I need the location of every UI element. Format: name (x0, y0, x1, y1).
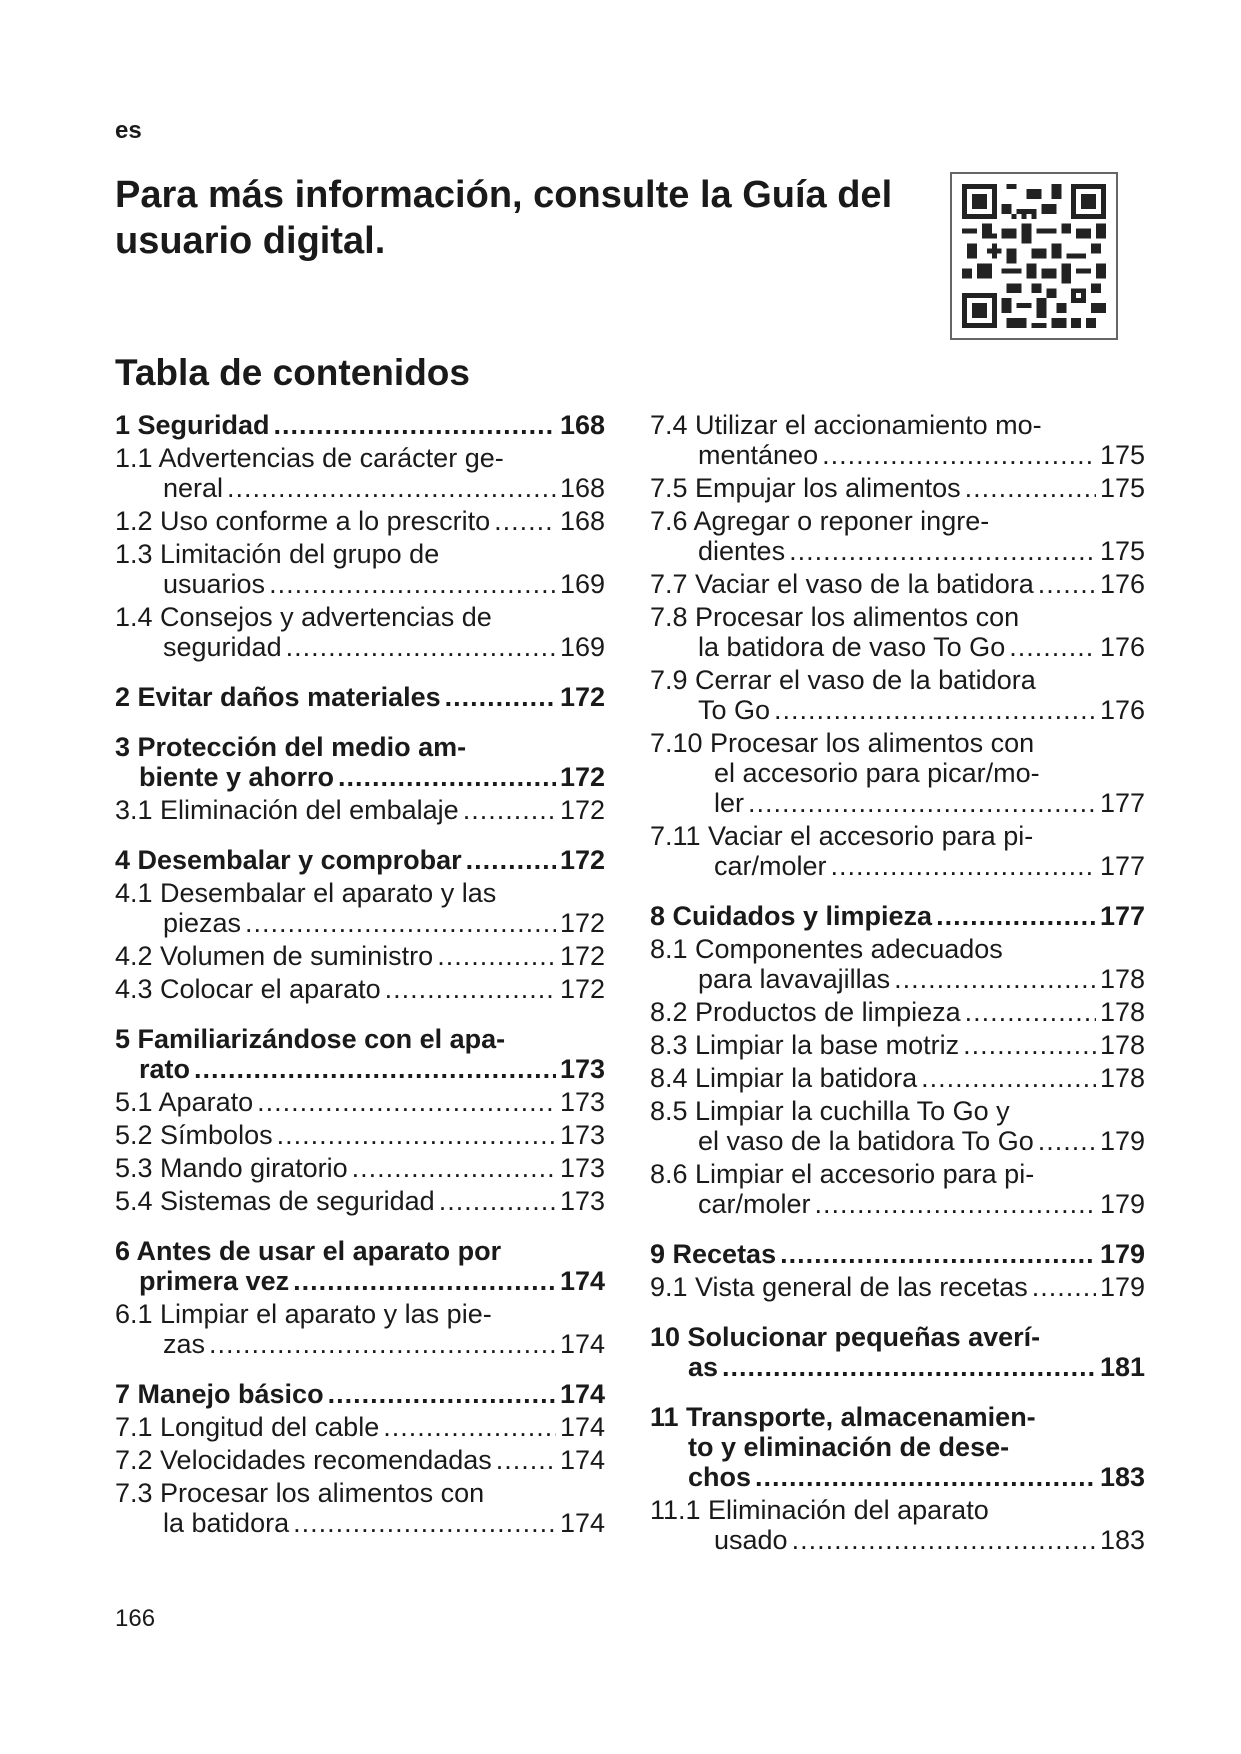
toc-entry-text: 7.4 Utilizar el accionamiento mo- (650, 410, 1042, 440)
toc-leader-dots (780, 1239, 1096, 1269)
page-number: 166 (115, 1605, 156, 1632)
toc-section-entry[interactable] (650, 1322, 1145, 1382)
toc-entry-text: 7.1 Longitud del cable (115, 1412, 380, 1442)
toc-page-number: 169 (559, 632, 605, 662)
toc-entry-text: 8.1 Componentes adecuados (650, 934, 1003, 964)
toc-leader-dots (792, 1525, 1096, 1555)
toc-entry-text: dientes (698, 536, 786, 566)
toc-section-entry[interactable] (115, 845, 605, 875)
toc-entry-text: 4.3 Colocar el aparato (115, 974, 381, 1004)
page-heading: Para más información, consulte la Guía del usuario digital. (115, 174, 893, 262)
toc-leader-dots (194, 1054, 556, 1084)
toc-subsection-entry[interactable] (650, 602, 1145, 662)
toc-subsection-entry[interactable] (650, 1030, 1145, 1060)
toc-subsection-entry[interactable] (115, 1120, 605, 1150)
toc-leader-dots (1009, 632, 1096, 662)
toc-page-number: 172 (559, 845, 605, 875)
toc-entry-text: 7.6 Agregar o reponer ingre- (650, 506, 990, 536)
qr-code (950, 172, 1118, 340)
toc-entry-text: piezas (163, 908, 242, 938)
toc-subsection-entry[interactable] (115, 878, 605, 938)
toc-entry-text: 3.1 Eliminación del embalaje (115, 795, 459, 825)
toc-section-entry[interactable] (115, 732, 605, 792)
toc-page-number: 175 (1099, 440, 1145, 470)
toc-leader-dots (385, 974, 556, 1004)
toc-page-number: 174 (559, 1508, 605, 1538)
toc-entry-text: rato (139, 1054, 191, 1084)
toc-entry-text: seguridad (163, 632, 282, 662)
toc-leader-dots (439, 1186, 556, 1216)
toc-subsection-entry[interactable] (650, 665, 1145, 725)
toc-page-number: 174 (559, 1412, 605, 1442)
toc-leader-dots (293, 1266, 556, 1296)
toc-subsection-entry[interactable] (115, 974, 605, 1004)
toc-leader-dots (831, 851, 1096, 881)
toc-page-number: 183 (1099, 1462, 1145, 1492)
toc-entry-text: To Go (698, 695, 771, 725)
toc-entry-text: 2 Evitar daños materiales (115, 682, 441, 712)
toc-page-number: 172 (559, 941, 605, 971)
toc-entry-text: 4.2 Volumen de suministro (115, 941, 434, 971)
toc-page-number: 183 (1099, 1525, 1145, 1555)
toc-entry-text: car/moler (698, 1189, 811, 1219)
toc-entry-text: usado (714, 1525, 788, 1555)
toc-page-number: 178 (1099, 997, 1145, 1027)
toc-entry-text: 1.4 Consejos y advertencias de (115, 602, 492, 632)
toc-leader-dots (328, 1379, 556, 1409)
toc-entry-text: 8 Cuidados y limpieza (650, 901, 933, 931)
toc-entry-text: el accesorio para picar/mo- (714, 758, 1040, 788)
toc-subsection-entry[interactable] (115, 443, 605, 503)
toc-entry-text: 6 Antes de usar el aparato por (115, 1236, 502, 1266)
toc-leader-dots (748, 788, 1096, 818)
qr-code-icon (962, 184, 1106, 328)
toc-subsection-entry[interactable] (115, 539, 605, 599)
toc-subsection-entry[interactable] (115, 1153, 605, 1183)
toc-leader-dots (965, 473, 1096, 503)
toc-page-number: 174 (559, 1379, 605, 1409)
toc-entry-text: la batidora de vaso To Go (698, 632, 1006, 662)
toc-leader-dots (293, 1508, 556, 1538)
toc-subsection-entry[interactable] (650, 1495, 1145, 1555)
toc-section-entry[interactable] (115, 1379, 605, 1409)
toc-page-number: 172 (559, 974, 605, 1004)
toc-page-number: 178 (1099, 1063, 1145, 1093)
toc-entry-text: para lavavajillas (698, 964, 891, 994)
toc-page-number: 174 (559, 1445, 605, 1475)
toc-subsection-entry[interactable] (650, 728, 1145, 818)
toc-page-number: 172 (559, 682, 605, 712)
toc-entry-text: to y eliminación de dese- (688, 1432, 1010, 1462)
toc-page-number: 173 (559, 1153, 605, 1183)
toc-entry-text: car/moler (714, 851, 827, 881)
toc-section-entry[interactable] (115, 410, 605, 440)
toc-entry-text: 4.1 Desembalar el aparato y las (115, 878, 497, 908)
toc-entry-text: 5 Familiarizándose con el apa- (115, 1024, 506, 1054)
toc-subsection-entry[interactable] (650, 997, 1145, 1027)
toc-entry-text: 7.8 Procesar los alimentos con (650, 602, 1020, 632)
toc-leader-dots (338, 762, 556, 792)
toc-entry-text: 7.5 Empujar los alimentos (650, 473, 961, 503)
toc-entry-text: ler (714, 788, 745, 818)
toc-entry-text: 4 Desembalar y comprobar (115, 845, 462, 875)
toc-page-number: 176 (1099, 569, 1145, 599)
toc-leader-dots (383, 1412, 556, 1442)
toc-subsection-entry[interactable] (115, 941, 605, 971)
toc-section-entry[interactable] (115, 682, 605, 712)
toc-page-number: 175 (1099, 536, 1145, 566)
toc-page-number: 169 (559, 569, 605, 599)
toc-entry-text: la batidora (163, 1508, 290, 1538)
toc-entry-text: 1 Seguridad (115, 410, 270, 440)
toc-leader-dots (963, 1030, 1096, 1060)
toc-entry-text: 1.1 Advertencias de carácter ge- (115, 443, 504, 473)
toc-leader-dots (209, 1329, 556, 1359)
toc-leader-dots (822, 440, 1096, 470)
toc-subsection-entry[interactable] (650, 569, 1145, 599)
toc-leader-dots (1038, 569, 1096, 599)
toc-entry-text: el vaso de la batidora To Go (698, 1126, 1034, 1156)
toc-right-column (650, 410, 1145, 1558)
toc-entry-text: 8.3 Limpiar la base motriz (650, 1030, 960, 1060)
toc-page-number: 176 (1099, 695, 1145, 725)
toc-subsection-entry[interactable] (650, 506, 1145, 566)
toc-page-number: 177 (1099, 901, 1145, 931)
toc-entry-text: 5.2 Símbolos (115, 1120, 273, 1150)
toc-page-number: 181 (1099, 1352, 1145, 1382)
toc-subsection-entry[interactable] (650, 1159, 1145, 1219)
toc-page-number: 168 (559, 506, 605, 536)
toc-page-number: 179 (1099, 1126, 1145, 1156)
toc-entry-text: 7.7 Vaciar el vaso de la batidora (650, 569, 1034, 599)
toc-leader-dots (286, 632, 556, 662)
toc-page-number: 174 (559, 1266, 605, 1296)
toc-page-number: 177 (1099, 851, 1145, 881)
toc-entry-text: 9.1 Vista general de las recetas (650, 1272, 1028, 1302)
toc-subsection-entry[interactable] (115, 506, 605, 536)
toc-page-number: 178 (1099, 1030, 1145, 1060)
toc-leader-dots (445, 682, 556, 712)
toc-page-number: 173 (559, 1054, 605, 1084)
toc-section-entry[interactable] (650, 1402, 1145, 1492)
toc-page-number: 176 (1099, 632, 1145, 662)
toc-leader-dots (227, 473, 556, 503)
toc-entry-text: 1.2 Uso conforme a lo prescrito (115, 506, 491, 536)
toc-entry-text: primera vez (139, 1266, 290, 1296)
toc-entry-text: zas (163, 1329, 206, 1359)
toc-leader-dots (496, 1445, 556, 1475)
toc-subsection-entry[interactable] (650, 1063, 1145, 1093)
toc-subsection-entry[interactable] (115, 602, 605, 662)
toc-subsection-entry[interactable] (650, 410, 1145, 470)
toc-entry-text: 6.1 Limpiar el aparato y las pie- (115, 1299, 492, 1329)
toc-leader-dots (789, 536, 1096, 566)
toc-subsection-entry[interactable] (115, 795, 605, 825)
toc-entry-text: 3 Protección del medio am- (115, 732, 467, 762)
toc-section-entry[interactable] (650, 901, 1145, 931)
toc-page-number: 174 (559, 1329, 605, 1359)
toc-entry-text: 7.10 Procesar los alimentos con (650, 728, 1035, 758)
toc-leader-dots (1038, 1126, 1096, 1156)
toc-entry-text: chos (688, 1462, 752, 1492)
toc-leader-dots (466, 845, 556, 875)
toc-entry-text: usuarios (163, 569, 266, 599)
toc-leader-dots (352, 1153, 556, 1183)
toc-page-number: 179 (1099, 1189, 1145, 1219)
language-label: es (115, 117, 142, 144)
toc-page-number: 179 (1099, 1272, 1145, 1302)
toc-leader-dots (274, 410, 556, 440)
toc-entry-text: 9 Recetas (650, 1239, 777, 1269)
toc-leader-dots (755, 1462, 1096, 1492)
toc-section-entry[interactable] (650, 1239, 1145, 1269)
toc-section-entry[interactable] (115, 1236, 605, 1296)
toc-entry-text: 7.11 Vaciar el accesorio para pi- (650, 821, 1034, 851)
toc-subsection-entry[interactable] (115, 1412, 605, 1442)
toc-leader-dots (722, 1352, 1096, 1382)
toc-entry-text: 5.3 Mando giratorio (115, 1153, 348, 1183)
toc-entry-text: 7.9 Cerrar el vaso de la batidora (650, 665, 1036, 695)
toc-entry-text: 5.1 Aparato (115, 1087, 254, 1117)
toc-subsection-entry[interactable] (115, 1299, 605, 1359)
toc-leader-dots (774, 695, 1096, 725)
toc-entry-text: 7 Manejo básico (115, 1379, 324, 1409)
toc-entry-text: 8.4 Limpiar la batidora (650, 1063, 918, 1093)
toc-page-number: 168 (559, 473, 605, 503)
toc-leader-dots (936, 901, 1096, 931)
toc-leader-dots (494, 506, 556, 536)
toc-title: Tabla de contenidos (115, 352, 470, 393)
toc-page-number: 179 (1099, 1239, 1145, 1269)
toc-leader-dots (463, 795, 556, 825)
toc-subsection-entry[interactable] (650, 934, 1145, 994)
toc-subsection-entry[interactable] (650, 821, 1145, 881)
toc-subsection-entry[interactable] (115, 1087, 605, 1117)
toc-page-number: 172 (559, 795, 605, 825)
toc-entry-text: mentáneo (698, 440, 819, 470)
toc-subsection-entry[interactable] (650, 473, 1145, 503)
toc-page-number: 172 (559, 908, 605, 938)
toc-entry-text: 11.1 Eliminación del aparato (650, 1495, 989, 1525)
toc-page-number: 173 (559, 1087, 605, 1117)
toc-leader-dots (1032, 1272, 1096, 1302)
toc-leader-dots (921, 1063, 1096, 1093)
toc-page-number: 175 (1099, 473, 1145, 503)
toc-leader-dots (245, 908, 556, 938)
toc-leader-dots (257, 1087, 556, 1117)
toc-entry-text: as (688, 1352, 719, 1382)
toc-leader-dots (894, 964, 1096, 994)
toc-entry-text: 8.5 Limpiar la cuchilla To Go y (650, 1096, 1010, 1126)
toc-leader-dots (437, 941, 556, 971)
toc-subsection-entry[interactable] (650, 1272, 1145, 1302)
toc-entry-text: 11 Transporte, almacenamien- (650, 1402, 1036, 1432)
toc-entry-text: 8.6 Limpiar el accesorio para pi- (650, 1159, 1035, 1189)
toc-entry-text: biente y ahorro (139, 762, 335, 792)
toc-leader-dots (965, 997, 1096, 1027)
toc-page-number: 177 (1099, 788, 1145, 818)
toc-entry-text: 10 Solucionar pequeñas averí- (650, 1322, 1041, 1352)
toc-page-number: 172 (559, 762, 605, 792)
toc-subsection-entry[interactable] (115, 1445, 605, 1475)
toc-subsection-entry[interactable] (115, 1186, 605, 1216)
toc-subsection-entry[interactable] (650, 1096, 1145, 1156)
toc-entry-text: 5.4 Sistemas de seguridad (115, 1186, 435, 1216)
toc-section-entry[interactable] (115, 1024, 605, 1084)
toc-entry-text: 1.3 Limitación del grupo de (115, 539, 440, 569)
toc-left-column (115, 410, 605, 1541)
toc-page-number: 178 (1099, 964, 1145, 994)
toc-entry-text: 7.3 Procesar los alimentos con (115, 1478, 485, 1508)
toc-entry-text: 7.2 Velocidades recomendadas (115, 1445, 492, 1475)
toc-page-number: 168 (559, 410, 605, 440)
toc-entry-text: neral (163, 473, 224, 503)
toc-leader-dots (269, 569, 556, 599)
toc-subsection-entry[interactable] (115, 1478, 605, 1538)
toc-page-number: 173 (559, 1186, 605, 1216)
toc-entry-text: 8.2 Productos de limpieza (650, 997, 961, 1027)
toc-page-number: 173 (559, 1120, 605, 1150)
toc-leader-dots (277, 1120, 556, 1150)
toc-leader-dots (815, 1189, 1096, 1219)
